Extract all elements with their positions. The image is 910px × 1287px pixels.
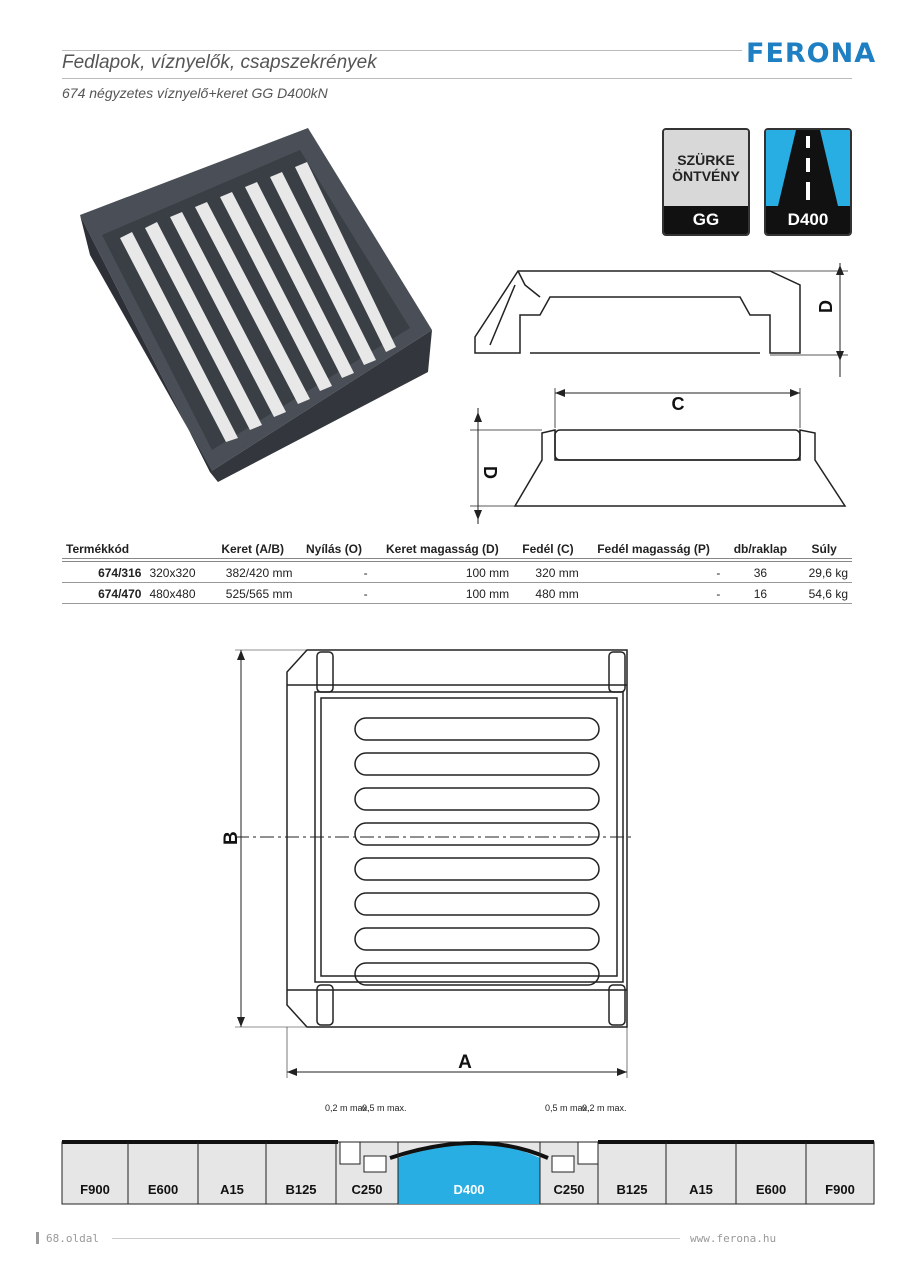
grate-slot <box>355 928 599 950</box>
th-pallet: db/raklap <box>724 540 796 560</box>
dim-d-bottom: D <box>480 466 500 479</box>
lid-section-drawing <box>470 388 860 528</box>
grate-slot <box>355 893 599 915</box>
road-class-d400: D400 <box>453 1182 485 1197</box>
material-badge <box>662 128 750 236</box>
top-view-drawing <box>215 640 655 1080</box>
road-class-f900: F900 <box>80 1182 110 1197</box>
material-code: GG <box>664 206 748 234</box>
table-row: 674/470 480x480 525/565 mm - 100 mm 480 mm - 16 54,6 kg <box>62 583 852 604</box>
th-frame-height: Keret magasság (D) <box>372 540 514 560</box>
title-divider <box>62 78 852 79</box>
product-subtitle: 674 négyzetes víznyelő+keret GG D400kN <box>62 85 328 101</box>
spec-table <box>62 540 852 604</box>
dim-d-top: D <box>816 300 836 313</box>
ferona-logo: FERONA <box>746 38 877 69</box>
grate-slot <box>355 718 599 740</box>
road-icon <box>766 130 850 206</box>
grate-slot <box>355 753 599 775</box>
footer-page: 68.oldal <box>46 1232 99 1245</box>
road-class-a15: A15 <box>220 1182 244 1197</box>
road-class-b125: B125 <box>616 1182 648 1197</box>
load-class-badge <box>764 128 852 236</box>
grate-slot <box>355 788 599 810</box>
th-size <box>145 540 208 560</box>
dim-b: B <box>221 831 242 845</box>
dim-a: A <box>458 1052 472 1073</box>
road-class-f900: F900 <box>825 1182 855 1197</box>
side-section-drawing <box>470 255 860 385</box>
dim-c: C <box>671 394 685 414</box>
table-row: 674/316 320x320 382/420 mm - 100 mm 320 mm - 36 29,6 kg <box>62 560 852 583</box>
product-photo <box>60 120 440 490</box>
th-lid: Fedél (C) <box>513 540 583 560</box>
dim-right-2: 0,2 m max. <box>582 1103 627 1113</box>
footer-line <box>112 1238 680 1239</box>
page-title: Fedlapok, víznyelők, csapszekrények <box>62 52 377 73</box>
th-opening: Nyílás (O) <box>296 540 371 560</box>
th-lid-height: Fedél magasság (P) <box>583 540 725 560</box>
road-class-b125: B125 <box>285 1182 317 1197</box>
road-class-c250: C250 <box>553 1182 585 1197</box>
load-class-code: D400 <box>766 206 850 234</box>
footer-url: www.ferona.hu <box>690 1232 777 1245</box>
dim-left-2: 0,5 m max. <box>362 1103 407 1113</box>
th-weight: Súly <box>796 540 852 560</box>
dim-right-1: 0,5 m max. <box>545 1103 590 1113</box>
th-code: Termékkód <box>62 540 145 560</box>
road-class-c250: C250 <box>351 1182 383 1197</box>
road-class-e600: E600 <box>755 1182 787 1197</box>
material-line1: SZÜRKE <box>677 152 735 168</box>
material-line2: ÖNTVÉNY <box>672 168 740 184</box>
th-frame: Keret (A/B) <box>209 540 297 560</box>
top-divider <box>62 50 742 51</box>
road-class-a15: A15 <box>689 1182 713 1197</box>
road-class-e600: E600 <box>147 1182 179 1197</box>
grate-slot <box>355 823 599 845</box>
dim-left-1: 0,2 m max. <box>325 1103 370 1113</box>
grate-slots <box>355 718 599 985</box>
footer-marker <box>36 1232 39 1244</box>
grate-slot <box>355 858 599 880</box>
